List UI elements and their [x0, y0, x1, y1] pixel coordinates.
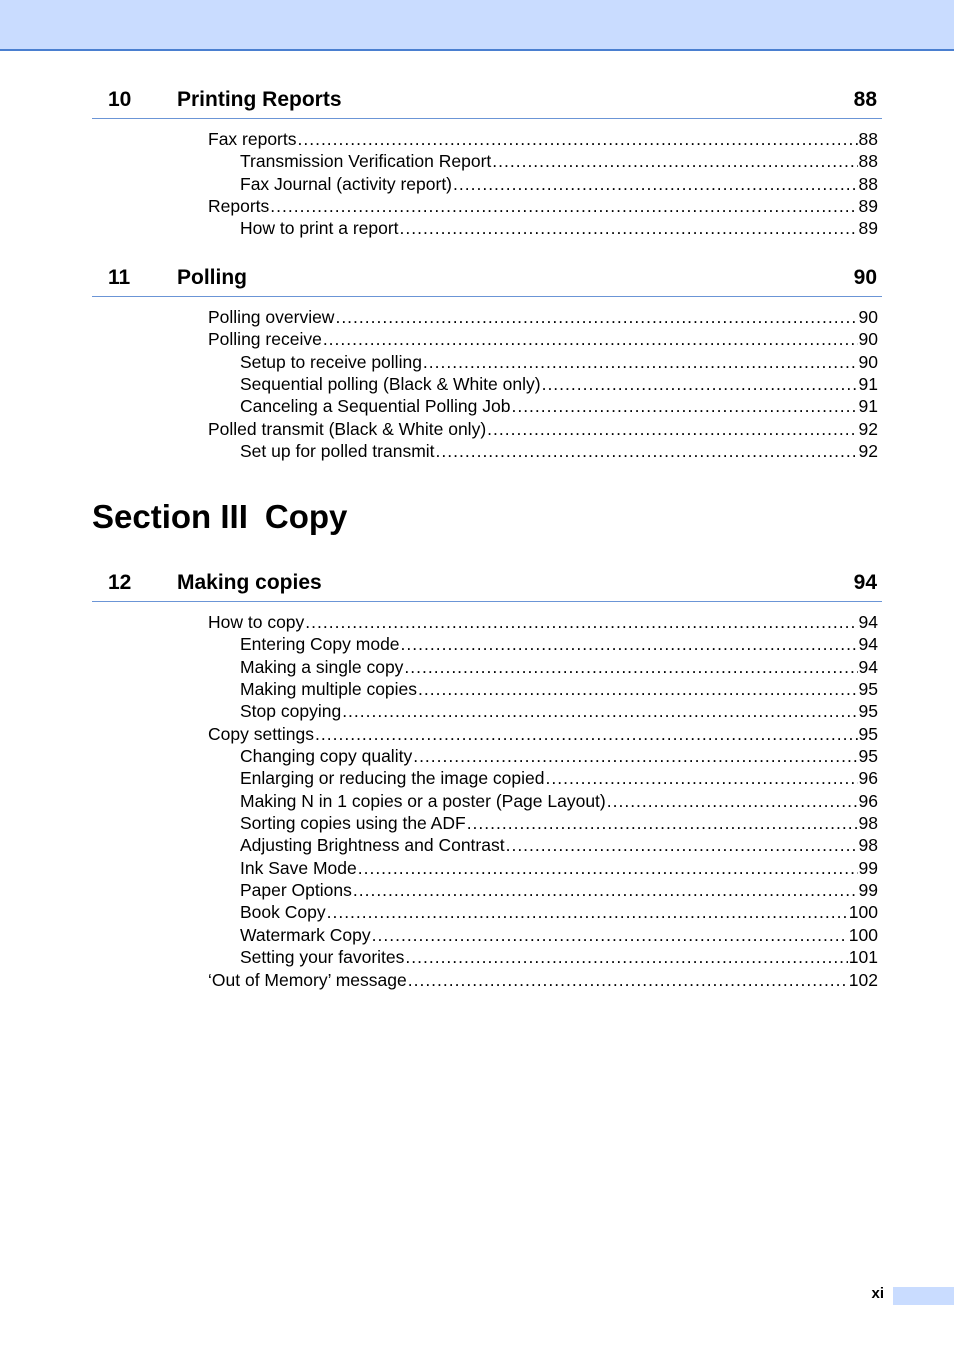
chapter-number: 11 — [108, 266, 131, 289]
toc-entry-page: 90 — [858, 307, 878, 327]
toc-entry — [208, 611, 878, 633]
dot-leader — [401, 633, 858, 655]
toc-entry-title: Changing copy quality — [240, 746, 413, 767]
toc-entry-title: Sorting copies using the ADF — [240, 813, 466, 834]
dot-leader — [327, 901, 848, 923]
dot-leader — [487, 418, 857, 440]
toc-entry-page: 95 — [858, 746, 878, 767]
chapter-page: 94 — [853, 571, 877, 594]
toc-entry-page: 94 — [858, 612, 878, 632]
toc-entry-title: ‘Out of Memory’ message — [208, 969, 407, 990]
toc-entry — [208, 901, 878, 923]
toc-entry — [208, 969, 878, 991]
toc-entry-page: 92 — [858, 418, 878, 439]
toc-entry — [208, 723, 878, 745]
chapter-page: 90 — [853, 266, 877, 289]
dot-leader — [298, 128, 858, 150]
dot-leader — [423, 351, 858, 373]
toc-entry — [208, 857, 878, 879]
toc-entry-title: Making a single copy — [240, 656, 404, 677]
dot-leader — [413, 745, 857, 767]
toc-entry — [208, 656, 878, 678]
toc-entry-title: Ink Save Mode — [240, 857, 357, 878]
section-title: Copy — [264, 498, 348, 535]
toc-entry — [208, 150, 878, 172]
toc-entry — [208, 879, 878, 901]
toc-entry-title: Making multiple copies — [240, 679, 418, 700]
toc-entry — [208, 373, 878, 395]
toc-entry-title: Setup to receive polling — [240, 351, 422, 372]
toc-entry-title: Fax Journal (activity report) — [240, 173, 453, 194]
dot-leader — [418, 678, 858, 700]
toc-entry-page: 96 — [858, 768, 878, 789]
toc-entry — [208, 700, 878, 722]
page-number: xi — [871, 1285, 884, 1302]
toc-entry — [208, 790, 878, 812]
toc-entry-title: Enlarging or reducing the image copied — [240, 768, 545, 789]
dot-leader — [353, 879, 858, 901]
toc-entry-title: Setting your favorites — [240, 947, 405, 968]
dot-leader — [542, 373, 858, 395]
toc-entry-title: Reports — [208, 196, 270, 217]
toc-entry — [208, 440, 878, 462]
chapter-title: Polling — [177, 266, 247, 289]
toc-entry-page: 88 — [858, 129, 878, 149]
toc-entry-title: Stop copying — [240, 701, 342, 722]
toc-entry-page: 94 — [858, 656, 878, 677]
dot-leader — [323, 328, 858, 350]
dot-leader — [546, 767, 858, 789]
chapter-heading — [92, 88, 882, 119]
toc-entry-page: 88 — [858, 151, 878, 172]
toc-entry-page: 95 — [858, 701, 878, 722]
footer-band — [893, 1287, 954, 1305]
toc-entry — [208, 195, 878, 217]
toc-entries — [208, 128, 878, 240]
dot-leader — [400, 217, 858, 239]
toc-entry-title: Copy settings — [208, 723, 315, 744]
toc-entry — [208, 395, 878, 417]
toc-entry-page: 96 — [858, 790, 878, 811]
dot-leader — [492, 150, 857, 172]
toc-entries — [208, 611, 878, 991]
toc-entry-title: How to print a report — [240, 218, 399, 239]
toc-entry-title: Making N in 1 copies or a poster (Page Layout) — [240, 790, 606, 811]
chapter-heading — [92, 266, 882, 297]
dot-leader — [372, 924, 848, 946]
dot-leader — [436, 440, 858, 462]
toc-entry-page: 90 — [858, 329, 878, 350]
toc-entry-page: 92 — [858, 441, 878, 462]
toc-entry-title: Polling overview — [208, 307, 335, 327]
toc-entry-page: 94 — [858, 634, 878, 655]
toc-entry-title: Polled transmit (Black & White only) — [208, 418, 487, 439]
toc-entry — [208, 173, 878, 195]
toc-entry-title: Sequential polling (Black & White only) — [240, 374, 541, 395]
dot-leader — [405, 946, 847, 968]
chapter-title: Making copies — [177, 571, 322, 594]
toc-entry — [208, 745, 878, 767]
chapter-number: 12 — [108, 571, 132, 594]
chapter-page: 88 — [853, 88, 877, 111]
toc-entry-title: Transmission Verification Report — [240, 151, 492, 172]
toc-entry-title: How to copy — [208, 612, 305, 632]
dot-leader — [270, 195, 857, 217]
chapter-title: Printing Reports — [177, 88, 342, 111]
toc-entry-title: Paper Options — [240, 880, 352, 901]
dot-leader — [511, 395, 857, 417]
toc-entry-page: 90 — [858, 351, 878, 372]
toc-entry — [208, 812, 878, 834]
toc-entry — [208, 946, 878, 968]
toc-entries — [208, 306, 878, 462]
toc-entry-page: 98 — [858, 835, 878, 856]
toc-entry-page: 100 — [848, 902, 878, 923]
toc-entry — [208, 351, 878, 373]
toc-entry-page: 100 — [848, 924, 878, 945]
toc-entry-page: 91 — [858, 396, 878, 417]
toc-entry-page: 99 — [858, 880, 878, 901]
dot-leader — [315, 723, 858, 745]
toc-entry-page: 91 — [858, 374, 878, 395]
toc-entry-title: Fax reports — [208, 129, 297, 149]
toc-entry — [208, 328, 878, 350]
toc-entry-title: Entering Copy mode — [240, 634, 400, 655]
toc-entry — [208, 128, 878, 150]
toc-entry-page: 88 — [858, 173, 878, 194]
toc-entry-page: 95 — [858, 723, 878, 744]
toc-entry — [208, 678, 878, 700]
toc-entry — [208, 306, 878, 328]
dot-leader — [467, 812, 858, 834]
toc-entry-title: Adjusting Brightness and Contrast — [240, 835, 505, 856]
dot-leader — [305, 611, 857, 633]
toc-entry-page: 99 — [858, 857, 878, 878]
dot-leader — [335, 306, 857, 328]
dot-leader — [404, 656, 857, 678]
header-band — [0, 0, 954, 51]
section-heading — [92, 497, 347, 537]
toc-entry-page: 89 — [858, 196, 878, 217]
toc-entry-title: Watermark Copy — [240, 924, 371, 945]
chapter-number: 10 — [108, 88, 132, 111]
toc-entry-page: 101 — [848, 947, 878, 968]
toc-entry — [208, 924, 878, 946]
toc-entry-page: 98 — [858, 813, 878, 834]
section-label: Section III — [92, 498, 248, 535]
toc-entry — [208, 418, 878, 440]
toc-entry-page: 95 — [858, 679, 878, 700]
toc-entry — [208, 217, 878, 239]
dot-leader — [342, 700, 857, 722]
toc-entry-page: 102 — [848, 969, 878, 990]
toc-entry-title: Polling receive — [208, 329, 322, 350]
toc-entry-title: Set up for polled transmit — [240, 441, 435, 462]
toc-entry — [208, 834, 878, 856]
toc-entry-title: Canceling a Sequential Polling Job — [240, 396, 511, 417]
toc-entry — [208, 633, 878, 655]
dot-leader — [408, 969, 848, 991]
toc-entry-page: 89 — [858, 218, 878, 239]
dot-leader — [453, 173, 858, 195]
dot-leader — [358, 857, 858, 879]
dot-leader — [607, 790, 858, 812]
toc-entry — [208, 767, 878, 789]
dot-leader — [506, 834, 858, 856]
chapter-heading — [92, 571, 882, 602]
toc-entry-title: Book Copy — [240, 902, 326, 923]
